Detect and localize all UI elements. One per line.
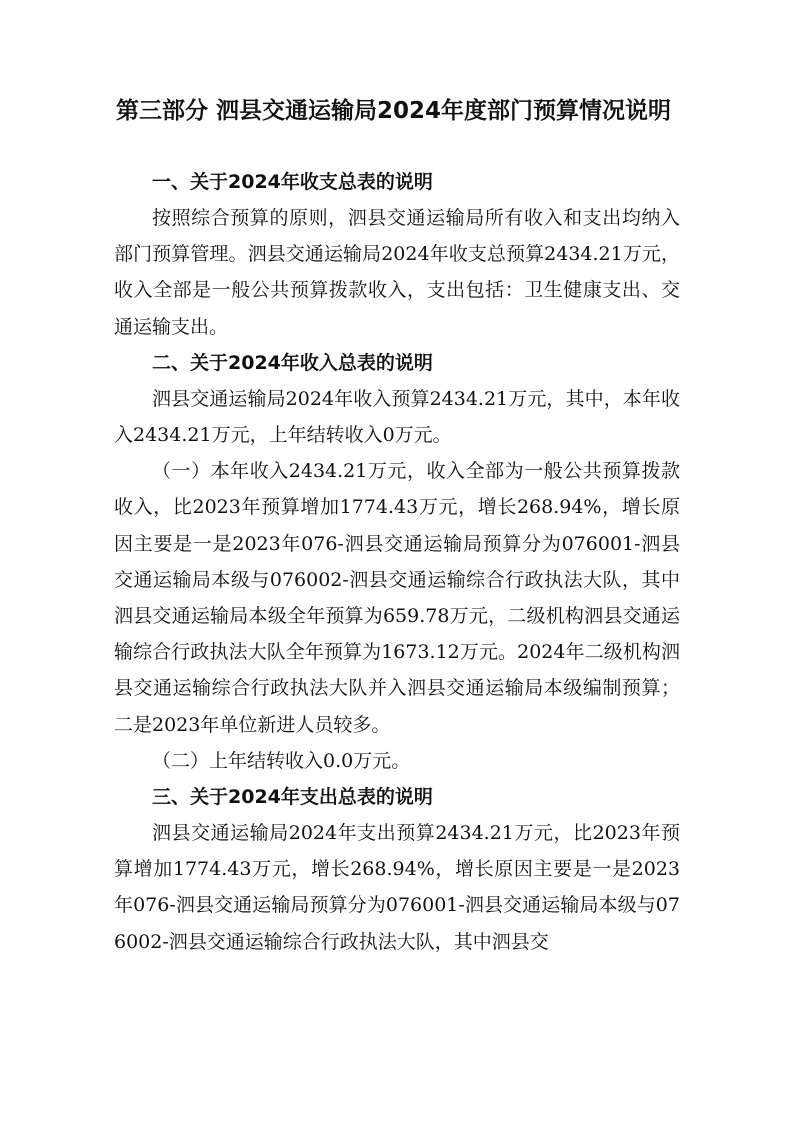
section-paragraph: （二）上年结转收入0.0万元。 bbox=[152, 749, 411, 772]
section-paragraph: （一）本年收入2434.21万元，收入全部为一般公共预算拨款收入，比2023年预算增加1774.43万元，增长268.94%，增长原因主要是一是2023年076-泗县交通运输局预算分为076001-泗县交通运输局本级与076002-泗县交通运输综合行政执法大队，其中泗县交通运输局本级全年预算为659.78万元，二级机构泗县交通运输综合行政执法大队全年预算为1673.12万元。2024年二级机构泗县交通运输综合行政执法大队并入泗县交通运输局本级编制预算；二是2023年单位新进人员较多。 bbox=[114, 460, 680, 736]
section-heading: 一、关于2024年收支总表的说明 bbox=[152, 171, 433, 193]
document-body bbox=[114, 164, 680, 960]
section-heading: 二、关于2024年收入总表的说明 bbox=[152, 351, 433, 374]
section-paragraph: 按照综合预算的原则，泗县交通运输局所有收入和支出均纳入部门预算管理。泗县交通运输局2024年收支总预算2434.21万元，收入全部是一般公共预算拨款收入，支出包括：卫生健康支出、交通运输支出。 bbox=[114, 207, 680, 338]
section-2 bbox=[114, 345, 680, 779]
section-heading: 三、关于2024年支出总表的说明 bbox=[152, 786, 433, 809]
section-1 bbox=[114, 164, 680, 345]
document-title: 第三部分 泗县交通运输局2024年度部门预算情况说明 bbox=[116, 98, 672, 124]
section-paragraph: 泗县交通运输局2024年收入预算2434.21万元，其中，本年收入2434.21万元，上年结转收入0万元。 bbox=[114, 387, 680, 447]
section-paragraph: 泗县交通运输局2024年支出预算2434.21万元，比2023年预算增加1774.43万元，增长268.94%，增长原因主要是一是2023年076-泗县交通运输局预算分为076001-泗县交通运输局本级与076002-泗县交通运输综合行政执法大队，其中泗县交 bbox=[114, 822, 680, 953]
section-3 bbox=[114, 779, 680, 960]
